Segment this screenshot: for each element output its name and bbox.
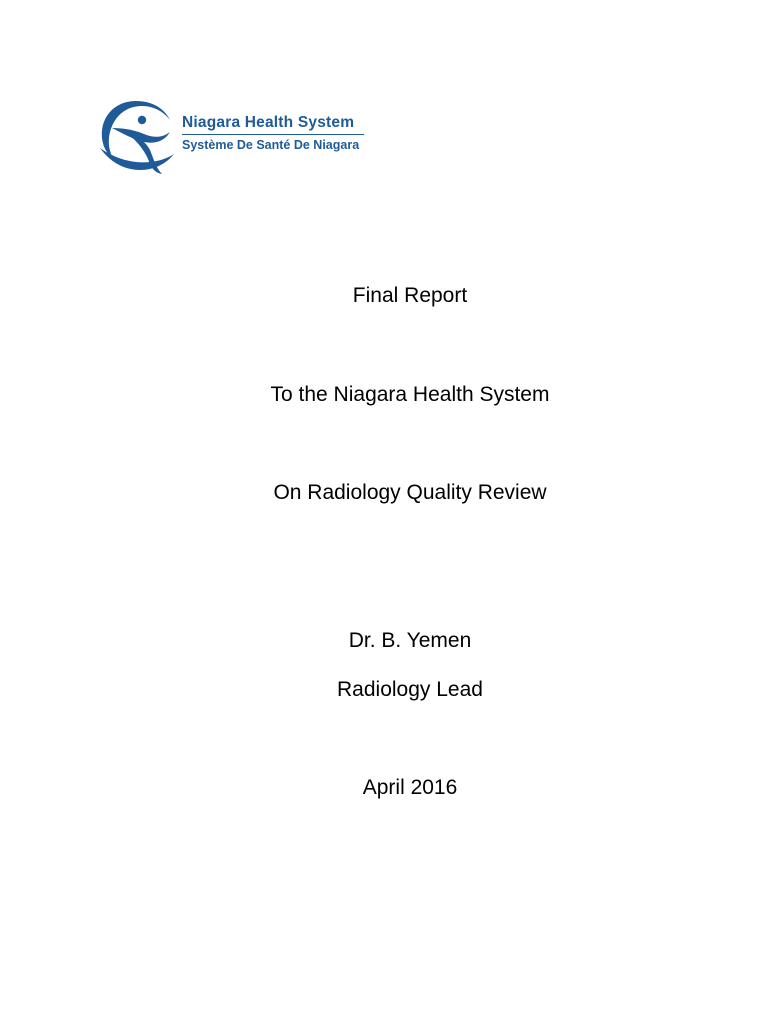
author-role: Radiology Lead (337, 678, 483, 701)
report-date: April 2016 (362, 776, 458, 799)
logo-divider (182, 134, 364, 135)
report-title: Final Report (352, 284, 468, 307)
report-subject: On Radiology Quality Review (273, 481, 547, 504)
author-name: Dr. B. Yemen (348, 629, 472, 652)
logo-org-name-english: Niagara Health System (182, 114, 355, 131)
report-recipient: To the Niagara Health System (270, 383, 550, 406)
logo-wordmark (182, 114, 382, 152)
logo-org-name-french: Système De Santé De Niagara (182, 138, 360, 152)
organization-logo (98, 98, 378, 178)
niagara-health-swirl-figure-icon (98, 98, 174, 176)
